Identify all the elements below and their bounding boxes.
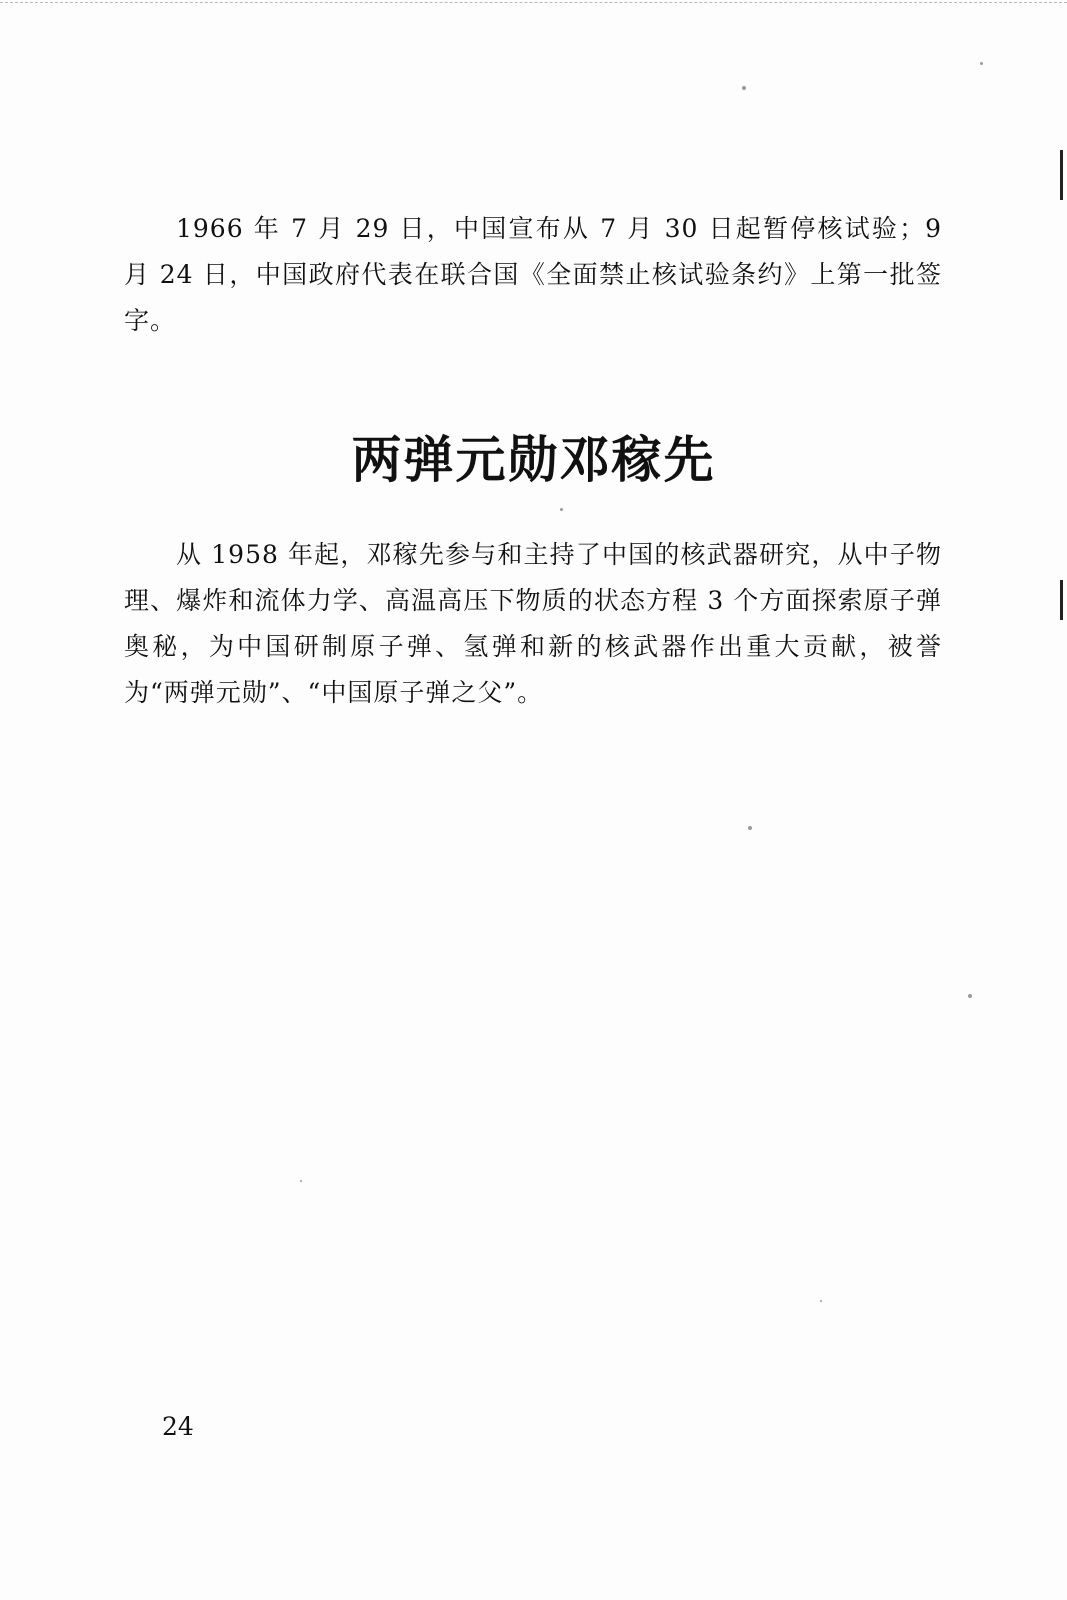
scan-top-edge xyxy=(0,2,1067,3)
section-title: 两弹元勋邓稼先 xyxy=(351,431,716,489)
scan-speck xyxy=(300,1180,302,1182)
scan-speck xyxy=(560,508,563,511)
body-paragraph-2: 从 1958 年起，邓稼先参与和主持了中国的核武器研究，从中子物理、爆炸和流体力学、高温高压下物质的状态方程 3 个方面探索原子弹奥秘，为中国研制原子弹、氢弹和新的核武器作出重大贡献，被誉为“两弹元勋”、“中国原子弹之父”。 xyxy=(124,540,942,707)
scan-speck xyxy=(968,994,972,998)
scan-speck xyxy=(980,62,983,65)
scan-speck xyxy=(748,826,752,830)
page-number: 24 xyxy=(162,1412,194,1441)
scan-speck xyxy=(820,1300,822,1302)
body-paragraph-1: 1966 年 7 月 29 日，中国宣布从 7 月 30 日起暂停核试验；9 月 24 日，中国政府代表在联合国《全面禁止核试验条约》上第一批签字。 xyxy=(124,214,942,335)
scan-edge-mark xyxy=(1060,150,1063,200)
scan-edge-mark xyxy=(1060,580,1063,620)
scan-speck xyxy=(742,86,746,90)
